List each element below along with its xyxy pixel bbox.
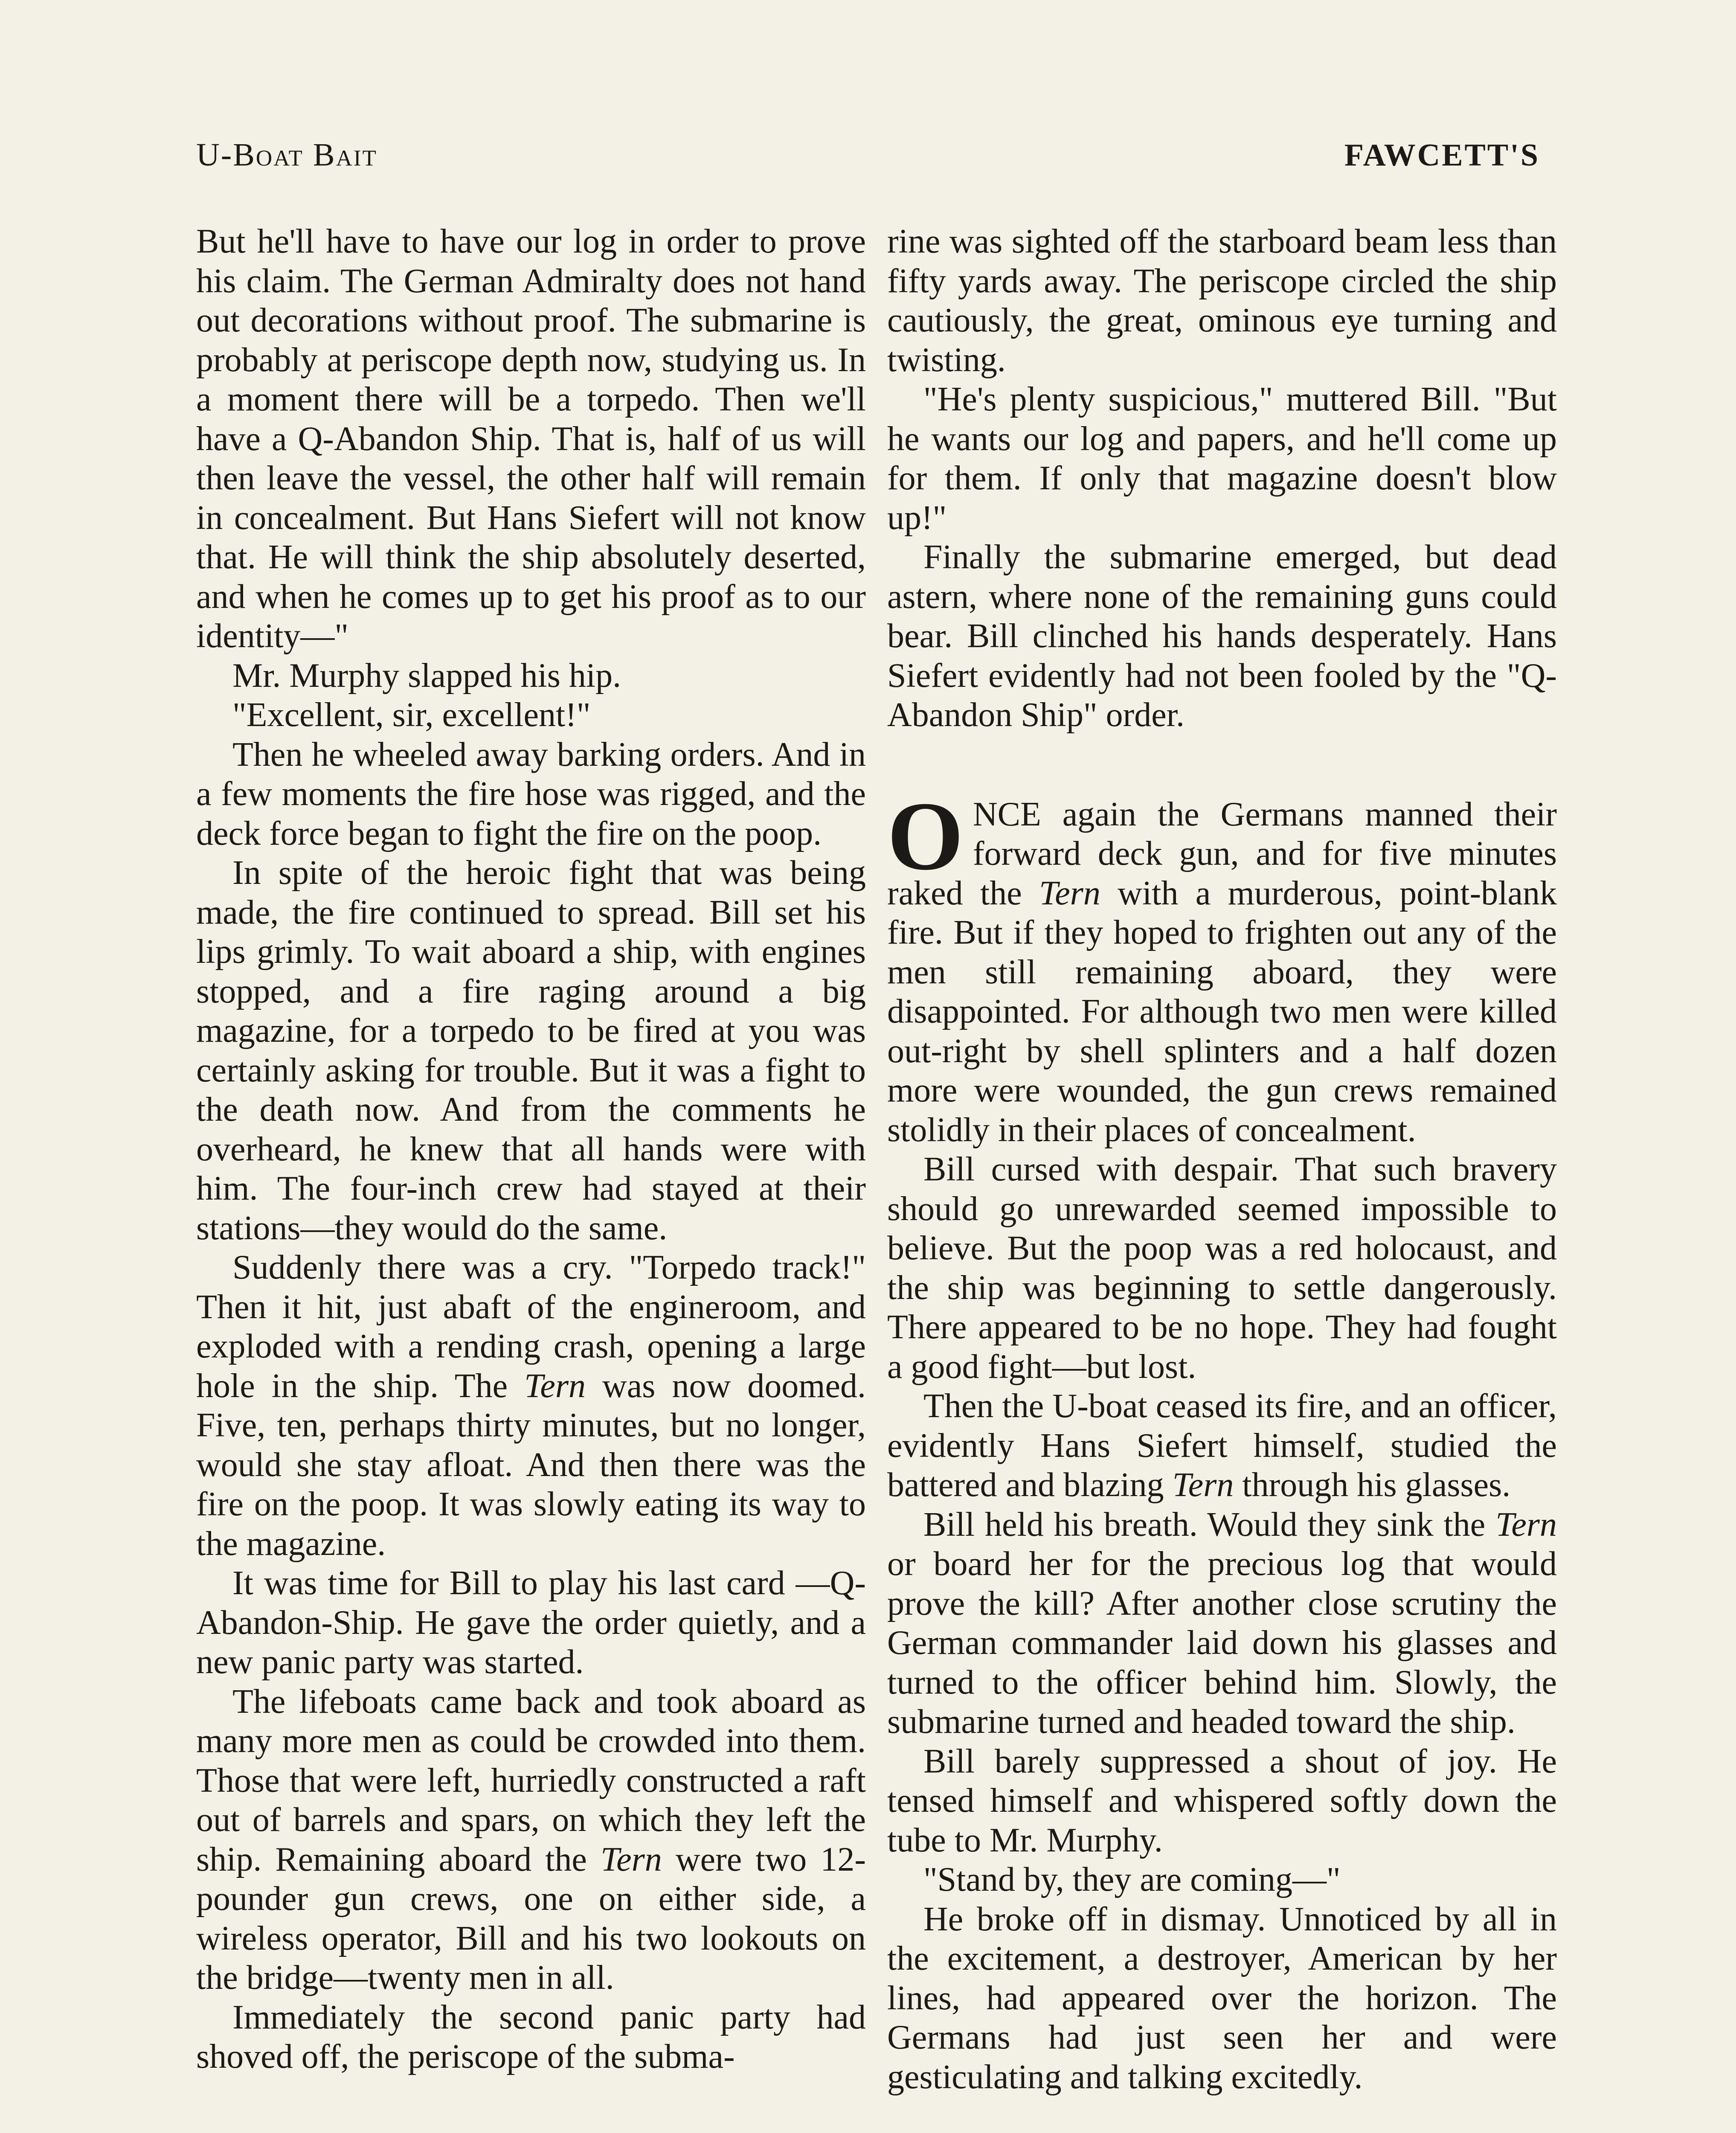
paragraph: Then the U-boat ceased its fire, and an officer, evidently Hans Siefert himself, studied the battered and blazing Tern through his glasses. (887, 1387, 1557, 1504)
paragraph: Immediately the second panic party had shoved off, the periscope of the subma- (196, 1998, 866, 2075)
paragraph: Then he wheeled away barking orders. And in a few moments the fire hose was rigged, and the deck force began to fight the fire on the poop. (196, 735, 866, 852)
left-column (196, 222, 866, 2077)
ship-name: Tern (1172, 1466, 1234, 1504)
ship-name: Tern (600, 1840, 662, 1878)
magazine-name: FAWCETT'S (1344, 138, 1540, 173)
paragraph: But he'll have to have our log in order to prove his claim. The German Admiralty does not hand out decorations without proof. The submarine is probably at periscope depth now, studying us. In a moment there will be a torpedo. Then we'll have a Q-Abandon Ship. That is, half of us will then leave the vessel, the other half will remain in concealment. But Hans Siefert will not know that. He will think the ship absolutely deserted, and when he comes up to get his proof as to our identity—" (196, 223, 866, 655)
paragraph: Bill cursed with despair. That such bravery should go unrewarded seemed impossible to believe. But the poop was a red holocaust, and the ship was beginning to settle dangerously. There appeared to be no hope. They had fought a good fight—but lost. (887, 1151, 1557, 1386)
paragraph: Mr. Murphy slapped his hip. (232, 657, 621, 695)
paragraph: He broke off in dismay. Unnoticed by all in the excitement, a destroyer, American by her lines, had appeared over the horizon. The Germans had just seen her and were gesticulating and talking excitedly. (887, 1900, 1557, 2096)
running-head (196, 137, 1540, 188)
ship-name: Tern (1039, 874, 1100, 912)
paragraph: "Excellent, sir, excellent!" (232, 696, 591, 734)
paragraph: Bill held his breath. Would they sink the Tern or board her for the precious log that would prove the kill? After another close scrutiny the German commander laid down his glasses and turned to the officer behind him. Slowly, the submarine turned and headed toward the ship. (887, 1505, 1557, 1741)
paragraph: rine was sighted off the starboard beam less than fifty yards away. The periscope circled the ship cautiously, the great, ominous eye turning and twisting. (887, 223, 1557, 379)
drop-cap-smallcaps: NCE (973, 795, 1041, 833)
dropcap-paragraph (887, 781, 1557, 1150)
right-column (887, 222, 1557, 2097)
paragraph: Bill barely suppressed a shout of joy. He tensed himself and whispered softly down the tube to Mr. Murphy. (887, 1742, 1557, 1859)
paragraph: "He's plenty suspicious," muttered Bill. "But he wants our log and papers, and he'll come up for them. If only that magazine doesn't blow up!" (887, 381, 1557, 537)
paragraph: "Stand by, they are coming—" (923, 1861, 1341, 1898)
paragraph: The lifeboats came back and took aboard as many more men as could be crowded into them. Those that were left, hurriedly constructed a raft out of barrels and spars, on which they left the ship. Remaining aboard the Tern were two 12-pounder gun crews, one on either side, a wireless operator, Bill and his two lookouts on the bridge—twenty men in all. (196, 1683, 866, 1996)
ship-name: Tern (524, 1367, 586, 1405)
ship-name: Tern (1495, 1505, 1557, 1543)
paragraph: In spite of the heroic fight that was being made, the fire continued to spread. Bill set his lips grimly. To wait aboard a ship, with engines stopped, and a fire raging around a big magazine, for a torpedo to be fired at you was certainly asking for trouble. But it was a fight to the death now. And from the comments he overheard, he knew that all hands were with him. The four-inch crew had stayed at their stations—they would do the same. (196, 854, 866, 1247)
story-title: U-Boat Bait (196, 137, 377, 173)
paragraph: Finally the submarine emerged, but dead astern, where none of the remaining guns could bear. Bill clinched his hands desperately. Hans Siefert evidently had not been fooled by the "Q-Abandon Ship" order. (887, 538, 1557, 734)
paragraph: Suddenly there was a cry. "Torpedo track!" Then it hit, just abaft of the engineroom, and exploded with a rending crash, opening a large hole in the ship. The Tern was now doomed. Five, ten, perhaps thirty minutes, but no longer, would she stay afloat. And then there was the fire on the poop. It was slowly eating its way to the magazine. (196, 1249, 866, 1563)
drop-cap-letter: O (887, 781, 964, 890)
drop-cap-paragraph-text: again the Germans manned their forward deck gun, and for five minutes raked the Tern with a murderous, point-blank fire. But if they hoped to frighten out any of the men still remaining aboard, they were disappointed. For although two men were killed out-right by shell splinters and a half dozen more were wounded, the gun crews remained stolidly in their places of concealment. (887, 795, 1557, 1149)
paragraph: It was time for Bill to play his last card —Q-Abandon-Ship. He gave the order quietly, and a new panic party was started. (196, 1564, 866, 1681)
section-break (887, 735, 1557, 795)
